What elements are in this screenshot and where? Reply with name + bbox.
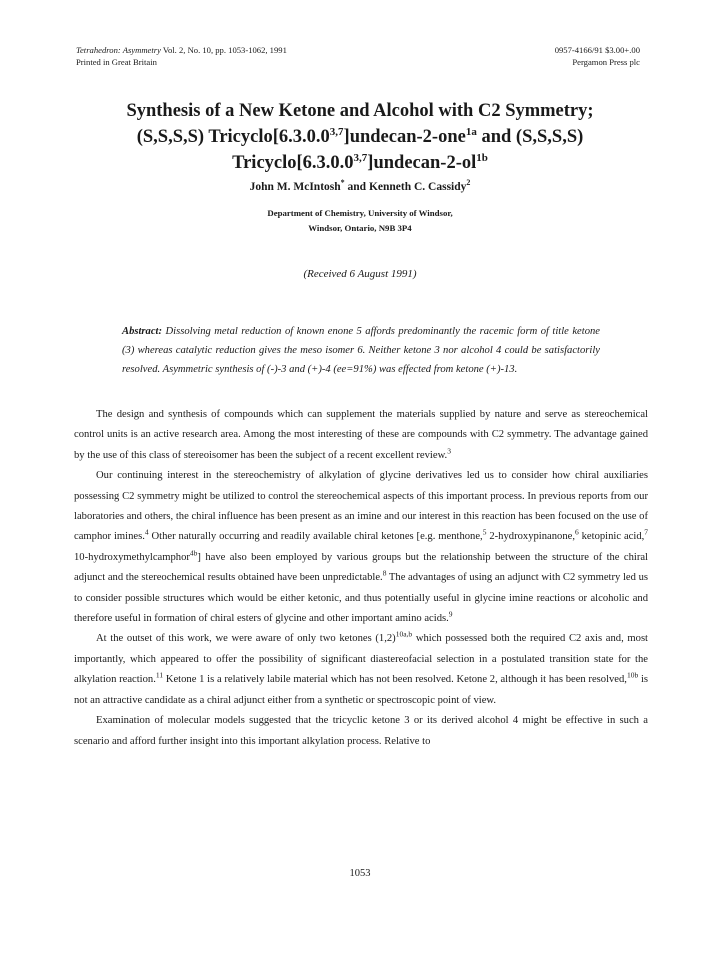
paragraph-4: Examination of molecular models suggested that the tricyclic ketone 3 or its derived alcohol 4 might be effective in such a scenario and afford further insight into this important alkylation process. Relative to [74, 715, 648, 747]
text-run: which possessed both the required C2 axis and, most importantly, which appeared to offer the possibility of significant diastereofacial selection in a postulated transition state for the alkylation reaction. [74, 633, 649, 686]
citation-ref: 7 [644, 527, 649, 537]
text-run: is not an attractive candidate as a chiral adjunct either from a synthetic or spectroscopic point of view. [74, 674, 649, 706]
abstract [122, 322, 600, 379]
affiliation-line-1: Department of Chemistry, University of Windsor, [267, 208, 453, 218]
page-number: 1053 [349, 868, 371, 879]
title-line-1: Synthesis of a New Ketone and Alcohol with C2 Symmetry; [126, 101, 594, 121]
citation-ref: 11 [155, 670, 164, 680]
text-run: The advantages of using an adjunct with C2 symmetry led us to consider possible structures which would be either ketonic, and thus potentially useful in glycine imine reactions or alcoholic and therefore useful in formation of chiral esters of glycine and other important amino acids. [74, 572, 648, 625]
running-header-right [555, 44, 640, 68]
title-superscript: 3,7 [329, 125, 344, 138]
paragraph-1 [74, 405, 648, 466]
abstract-text: Dissolving metal reduction of known enone 5 affords predominantly the racemic form of title ketone (3) whereas catalytic reduction gives the meso isomer 6. Neither ketone 3 nor alcohol 4 could be satisfactorily resolved. Asymmetric synthesis of (-)-3 and (+)-4 (ee=91%) was effected from ketone (+)-13. [122, 326, 600, 375]
citation-ref: 5 [482, 527, 487, 537]
footnote-ref: 1a [465, 125, 477, 138]
author-name: and Kenneth C. Cassidy [344, 181, 467, 193]
citation-ref: 6 [574, 527, 579, 537]
text-run: 10-hydroxymethylcamphor [74, 551, 190, 563]
publisher: Pergamon Press plc [572, 57, 640, 67]
journal-name: Tetrahedron: Asymmetry [76, 45, 161, 55]
price-code: 0957-4166/91 $3.00+.00 [554, 45, 640, 55]
title-line-3 [60, 150, 660, 176]
citation-ref: 9 [448, 609, 453, 619]
text-run: 2-hydroxypinanone, [486, 531, 575, 543]
paper-title [60, 98, 660, 176]
footnote-ref: 2 [466, 178, 471, 188]
text-run: Ketone 1 is a relatively labile material which has not been resolved. Ketone 2, although it has been resolved, [163, 674, 627, 686]
text-run: ] have also been employed by various groups but the relationship between the structure of the chiral adjunct and the stereochemical results obtained have been unpredictable. [74, 551, 648, 584]
running-header-left [76, 44, 287, 68]
journal-citation: Vol. 2, No. 10, pp. 1053-1062, 1991 [160, 45, 287, 55]
citation-ref: 4b [189, 548, 198, 558]
title-fragment: and (S,S,S,S) [476, 127, 584, 147]
title-fragment: Tricyclo[6.3.0.0 [232, 153, 354, 173]
citation-ref: 3 [447, 446, 451, 456]
printed-in: Printed in Great Britain [76, 57, 157, 67]
title-superscript: 3,7 [353, 151, 368, 164]
title-fragment: (S,S,S,S) Tricyclo[6.3.0.0 [136, 127, 330, 147]
text-run: Our continuing interest in the stereochemistry of alkylation of glycine derivatives led us to consider how chiral auxiliaries possessing C2 symmetry might be utilized to control the stereochemical aspects of this important process. In previous reports from our laboratories and others, the chiral influence has been present as an imine and our interest in this reaction has been focused on the use of camphor imines. [74, 470, 648, 543]
text-run: ketopinic acid, [578, 531, 645, 543]
corresponding-mark: * [340, 178, 345, 188]
abstract-label: Abstract: [122, 326, 163, 337]
author-name: John M. McIntosh [249, 181, 341, 193]
text-run: The design and synthesis of compounds which can supplement the materials supplied by nature and serve as stereochemical control units is an active research area. Among the most interesting of these are compounds with C2 symmetry. The advantage gained by the use of this class of stereoisomer has been the subject of a recent excellent review. [74, 409, 648, 461]
text-run: At the outset of this work, we were aware of only two ketones (1,2) [96, 633, 396, 645]
title-fragment: ]undecan-2-ol [367, 153, 477, 173]
citation-ref: 10b [626, 670, 639, 680]
title-line-2 [60, 124, 660, 150]
paragraph-2 [74, 466, 648, 629]
paragraph-3 [74, 629, 648, 711]
citation-ref: 8 [382, 568, 387, 578]
citation-ref: 4 [144, 527, 149, 537]
title-fragment: ]undecan-2-one [343, 127, 466, 147]
body-text [74, 405, 648, 752]
received-date: (Received 6 August 1991) [303, 268, 417, 280]
footnote-ref: 1b [476, 151, 488, 164]
citation-ref: 10a,b [395, 629, 413, 639]
text-run: Other naturally occurring and readily available chiral ketones [e.g. menthone, [148, 531, 483, 543]
author-line [60, 178, 660, 193]
affiliation-line-2: Windsor, Ontario, N9B 3P4 [308, 223, 412, 233]
